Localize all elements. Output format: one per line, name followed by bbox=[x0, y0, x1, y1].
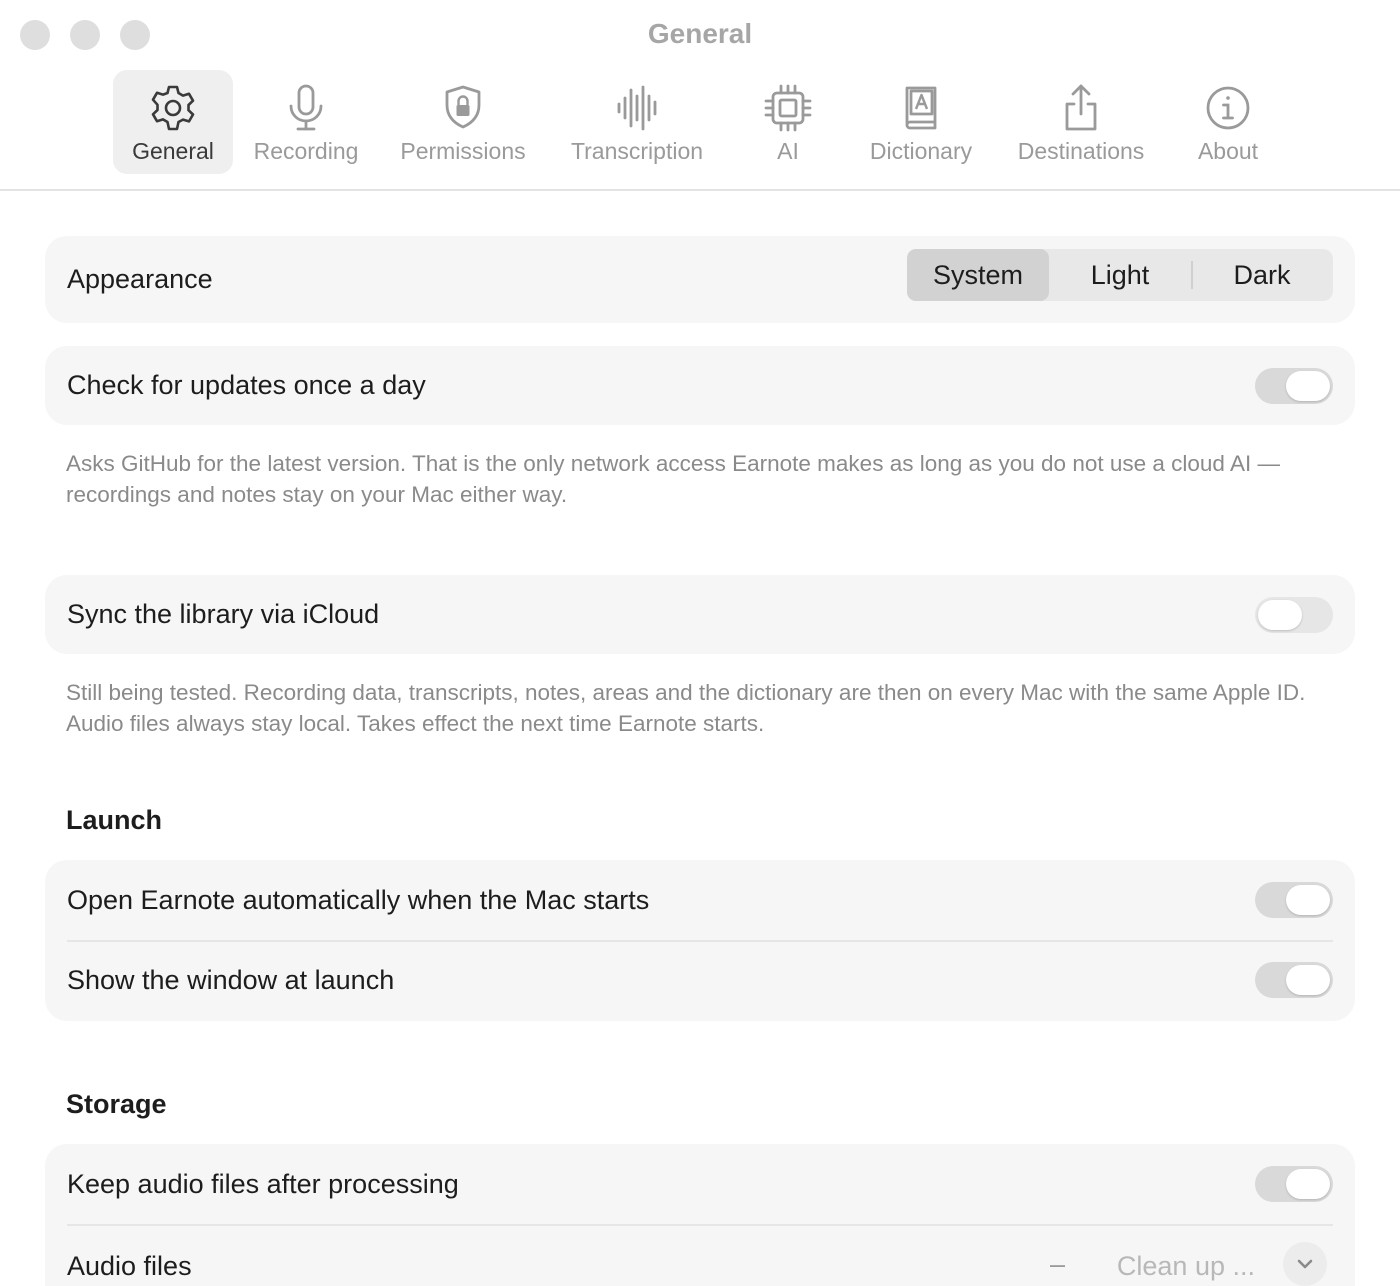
tab-ai[interactable] bbox=[748, 70, 828, 174]
tab-label: General bbox=[132, 138, 214, 164]
icloud-card bbox=[45, 575, 1355, 654]
appearance-option-system[interactable]: System bbox=[907, 249, 1049, 301]
show-window-row bbox=[45, 940, 1355, 1020]
appearance-option-dark[interactable]: Dark bbox=[1191, 249, 1333, 301]
shield-lock-icon bbox=[437, 82, 489, 134]
audio-files-label: Audio files bbox=[67, 1251, 192, 1281]
tab-label: Permissions bbox=[400, 138, 526, 164]
icloud-row bbox=[45, 575, 1355, 654]
tab-label: Destinations bbox=[1017, 138, 1145, 164]
show-window-toggle[interactable] bbox=[1255, 962, 1333, 998]
cpu-chip-icon bbox=[762, 82, 814, 134]
toggle-knob bbox=[1286, 1169, 1330, 1199]
tab-label: Dictionary bbox=[869, 138, 973, 164]
icloud-help-text: Still being tested. Recording data, transcripts, notes, areas and the dictionary are then on every Mac with the same Apple ID. Audio files always stay local. Takes effect the next time Earnote starts. bbox=[66, 680, 1306, 736]
keep-audio-row bbox=[45, 1144, 1355, 1224]
appearance-segmented-control bbox=[907, 249, 1333, 301]
tab-recording[interactable] bbox=[246, 70, 366, 174]
updates-label: Check for updates once a day bbox=[67, 370, 426, 400]
tab-label: Transcription bbox=[570, 138, 704, 164]
show-window-label: Show the window at launch bbox=[67, 964, 395, 995]
launch-at-login-toggle[interactable] bbox=[1255, 882, 1333, 918]
storage-section-title: Storage bbox=[66, 1089, 167, 1119]
toggle-knob bbox=[1286, 371, 1330, 401]
launch-section-title: Launch bbox=[66, 805, 163, 835]
updates-card bbox=[45, 346, 1355, 425]
launch-card bbox=[45, 860, 1355, 1021]
info-icon bbox=[1202, 82, 1254, 134]
tab-label: About bbox=[1197, 138, 1259, 164]
keep-audio-label: Keep audio files after processing bbox=[67, 1168, 459, 1199]
waveform-icon bbox=[611, 82, 663, 134]
toggle-knob bbox=[1258, 600, 1302, 630]
clean-up-button[interactable]: Clean up ... bbox=[1116, 1251, 1255, 1281]
tab-destinations[interactable] bbox=[1008, 70, 1154, 174]
dictionary-book-icon bbox=[895, 82, 947, 134]
icloud-label: Sync the library via iCloud bbox=[67, 599, 380, 629]
tab-general[interactable] bbox=[113, 70, 233, 174]
launch-at-login-row bbox=[45, 860, 1355, 940]
share-icon bbox=[1055, 82, 1107, 134]
window-title: General bbox=[647, 18, 753, 49]
gear-icon bbox=[147, 82, 199, 134]
toggle-knob bbox=[1286, 965, 1330, 995]
chevron-down-icon bbox=[1296, 1258, 1314, 1270]
tab-dictionary[interactable] bbox=[860, 70, 982, 174]
updates-toggle[interactable] bbox=[1255, 368, 1333, 404]
clean-up-menu-button[interactable] bbox=[1283, 1242, 1327, 1286]
appearance-card bbox=[45, 236, 1355, 323]
updates-row bbox=[45, 346, 1355, 425]
keep-audio-toggle[interactable] bbox=[1255, 1166, 1333, 1202]
updates-help-text: Asks GitHub for the latest version. That is the only network access Earnote makes as long as you do not use a cloud AI — recordings and notes stay on your Mac either way. bbox=[66, 451, 1280, 507]
appearance-option-light[interactable]: Light bbox=[1090, 259, 1150, 290]
microphone-icon bbox=[280, 82, 332, 134]
toggle-knob bbox=[1286, 885, 1330, 915]
appearance-label: Appearance bbox=[67, 264, 213, 294]
tab-permissions[interactable] bbox=[392, 70, 534, 174]
preferences-toolbar bbox=[0, 68, 1400, 191]
tab-label: Recording bbox=[253, 138, 359, 164]
tab-about[interactable] bbox=[1184, 70, 1272, 174]
audio-files-row bbox=[45, 1224, 1355, 1286]
storage-card bbox=[45, 1144, 1355, 1286]
appearance-row bbox=[45, 236, 1355, 323]
title-bar bbox=[0, 0, 1400, 68]
audio-files-value: – bbox=[1049, 1249, 1065, 1279]
launch-at-login-label: Open Earnote automatically when the Mac starts bbox=[67, 884, 650, 915]
tab-transcription[interactable] bbox=[560, 70, 714, 174]
tab-label: AI bbox=[777, 138, 799, 164]
icloud-toggle[interactable] bbox=[1255, 597, 1333, 633]
